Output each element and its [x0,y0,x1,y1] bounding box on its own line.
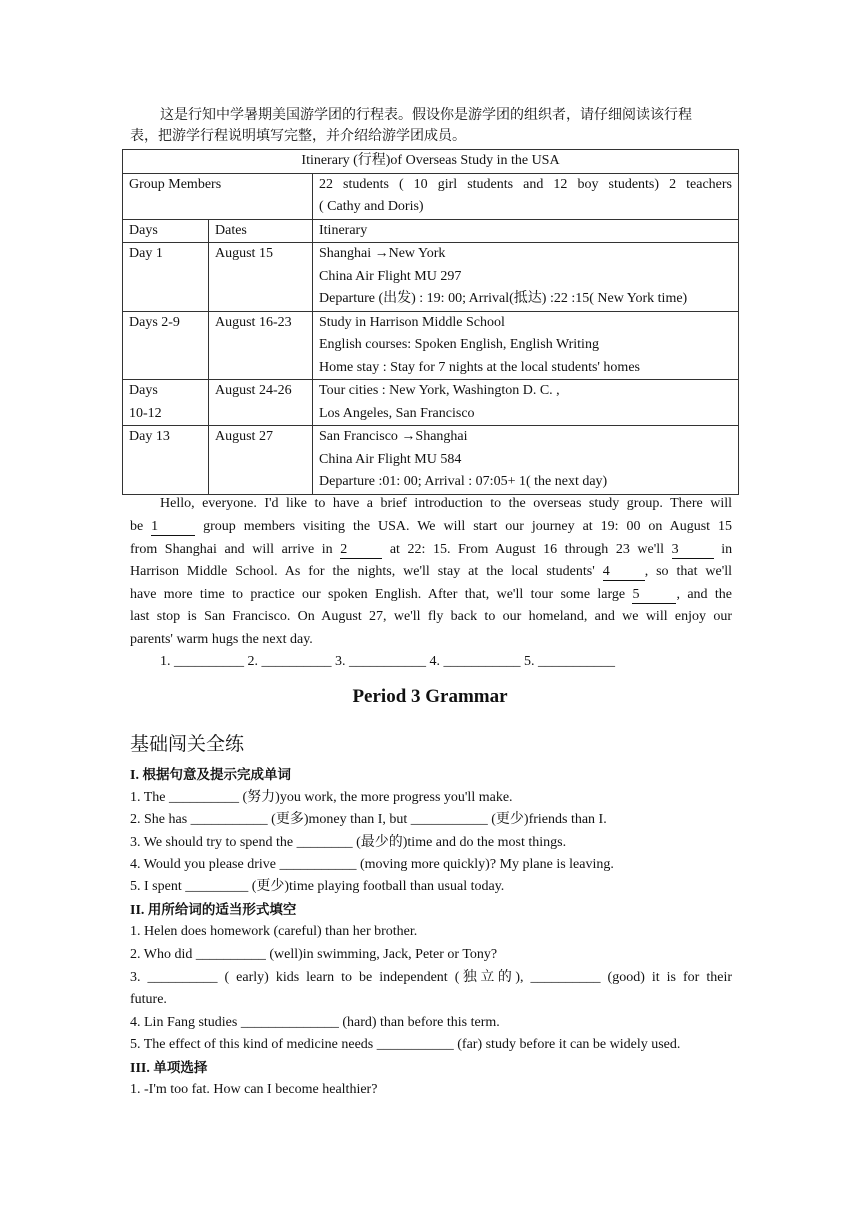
exercise-item: 4. Would you please drive ___________ (moving more quickly)? My plane is leaving. [130,857,614,872]
intro-line-2: 表，把游学行程说明填写完整，并介绍给游学团成员。 [130,129,466,144]
group-members-label: Group Members [123,173,313,219]
table-row [123,243,739,312]
row-day [123,426,209,495]
row-day [123,243,209,312]
table-title: Itinerary (行程)of Overseas Study in the USA [123,150,739,174]
row-date: August 15 [209,243,313,312]
row-date: August 27 [209,426,313,495]
part-title-text: 单项选择 [153,1060,208,1076]
itinerary-line: Tour cities : New York, Washington D. C. , [319,383,560,398]
group-members-line: 22 students ( 10 girl students and 12 boy students) 2 teachers [319,176,732,192]
passage-line: last stop is San Francisco. On August 27, we'll fly back to our homeland, and we will enjoy our [130,609,732,624]
header-dates: Dates [209,219,313,243]
passage-text: at 22: 15. From August 16 through 23 we'll [389,542,665,557]
itinerary-line: Departure :01: 00; Arrival : 07:05+ 1( the next day) [319,474,608,489]
table-row [123,380,739,426]
itinerary-line: Shanghai →New York [319,246,446,261]
passage-line: Hello, everyone. I'd like to have a brief introduction to the overseas study group. There will [160,496,732,511]
row-itinerary [313,311,739,380]
part-2-title [130,900,296,921]
blank-3[interactable]: 3 [672,542,714,559]
group-members-line: ( Cathy and Doris) [319,199,424,214]
exercise-item: 2. She has ___________ (更多)money than I, but ___________ (更少)friends than I. [130,812,607,827]
group-members-value [313,173,739,219]
passage-line [130,517,732,537]
exercise-item-continued: future. [130,992,167,1007]
part-3-title [130,1058,207,1079]
row-itinerary [313,426,739,495]
part-title-text: 用所给词的适当形式填空 [147,902,297,918]
exercise-item: 2. Who did __________ (well)in swimming, Jack, Peter or Tony? [130,947,498,962]
part-number: III. [130,1061,150,1076]
itinerary-line: English courses: Spoken English, English Writing [319,337,599,352]
itinerary-line: Home stay : Stay for 7 nights at the local students' homes [319,359,640,375]
passage-text: Harrison Middle School. As for the nights, we'll stay at the local students' [130,564,595,579]
exercise-item: 5. I spent _________ (更少)time playing football than usual today. [130,879,505,894]
itinerary-line: Los Angeles, San Francisco [319,405,475,421]
itinerary-line: China Air Flight MU 584 [319,451,462,467]
row-itinerary [313,380,739,426]
blank-2[interactable]: 2 [340,542,382,559]
part-title-text: 根据句意及提示完成单词 [142,767,291,783]
header-itinerary: Itinerary [313,219,739,243]
exercise-item: 1. Helen does homework (careful) than her brother. [130,924,418,939]
part-number: I. [130,768,139,783]
blank-5[interactable]: 5 [632,587,676,604]
blank-4[interactable]: 4 [603,564,645,581]
answer-blanks[interactable]: 1. __________ 2. __________ 3. ___________ 4. ___________ 5. ___________ [160,654,615,669]
row-itinerary [313,243,739,312]
exercise-item: 5. The effect of this kind of medicine needs ___________ (far) study before it can be widely used. [130,1037,681,1052]
table-title-row [123,150,739,174]
day-text: Day 13 [129,429,170,444]
table-row [123,426,739,495]
exercise-item: 1. -I'm too fat. How can I become healthier? [130,1082,378,1097]
day-text: Days 2-9 [129,314,180,330]
page-heading: Period 3 Grammar [352,686,508,707]
day-text: 10-12 [129,405,162,421]
passage-text: from Shanghai and will arrive in [130,542,333,557]
group-members-row [123,173,739,219]
table-row [123,311,739,380]
row-date: August 24-26 [209,380,313,426]
passage-line [130,540,732,560]
exercise-item: 3. We should try to spend the ________ (最少的)time and do the most things. [130,835,567,850]
row-date: August 16-23 [209,311,313,380]
itinerary-line: Study in Harrison Middle School [319,314,505,330]
blank-1[interactable]: 1 [151,519,195,536]
row-day [123,380,209,426]
part-number: II. [130,903,145,918]
itinerary-line: San Francisco →Shanghai [319,429,468,444]
passage-line: parents' warm hugs the next day. [130,632,313,647]
intro-line-1: 这是行知中学暑期美国游学团的行程表。假设你是游学团的组织者，请仔细阅读该行程 [160,108,692,123]
passage-text: , and the [676,587,732,602]
passage-text: , so that we'll [644,564,733,579]
day-text: Days [129,383,158,398]
itinerary-line: China Air Flight MU 297 [319,268,462,284]
exercise-item: 1. The __________ (努力)you work, the more progress you'll make. [130,790,513,805]
table-header-row [123,219,739,243]
passage-text: be [130,519,144,534]
passage-line [130,585,732,605]
section-title: 基础闯关全练 [130,733,245,755]
row-day [123,311,209,380]
itinerary-table [122,149,739,495]
day-text: Day 1 [129,246,163,261]
passage-text: group members visiting the USA. We will start our journey at 19: 00 on August 15 [203,519,732,534]
passage-text: have more time to practice our spoken English. After that, we'll tour some large [130,587,626,602]
exercise-item: 4. Lin Fang studies ______________ (hard) than before this term. [130,1015,500,1030]
itinerary-line: Departure (出发) : 19: 00; Arrival(抵达) :22 :15( New York time) [319,291,688,306]
passage-text: in [721,542,733,557]
exercise-item: 3. __________ ( early) kids learn to be independent (独立的), __________ (good) it is for their [130,970,732,985]
part-1-title [130,765,291,786]
passage-line [130,562,732,582]
header-days: Days [123,219,209,243]
